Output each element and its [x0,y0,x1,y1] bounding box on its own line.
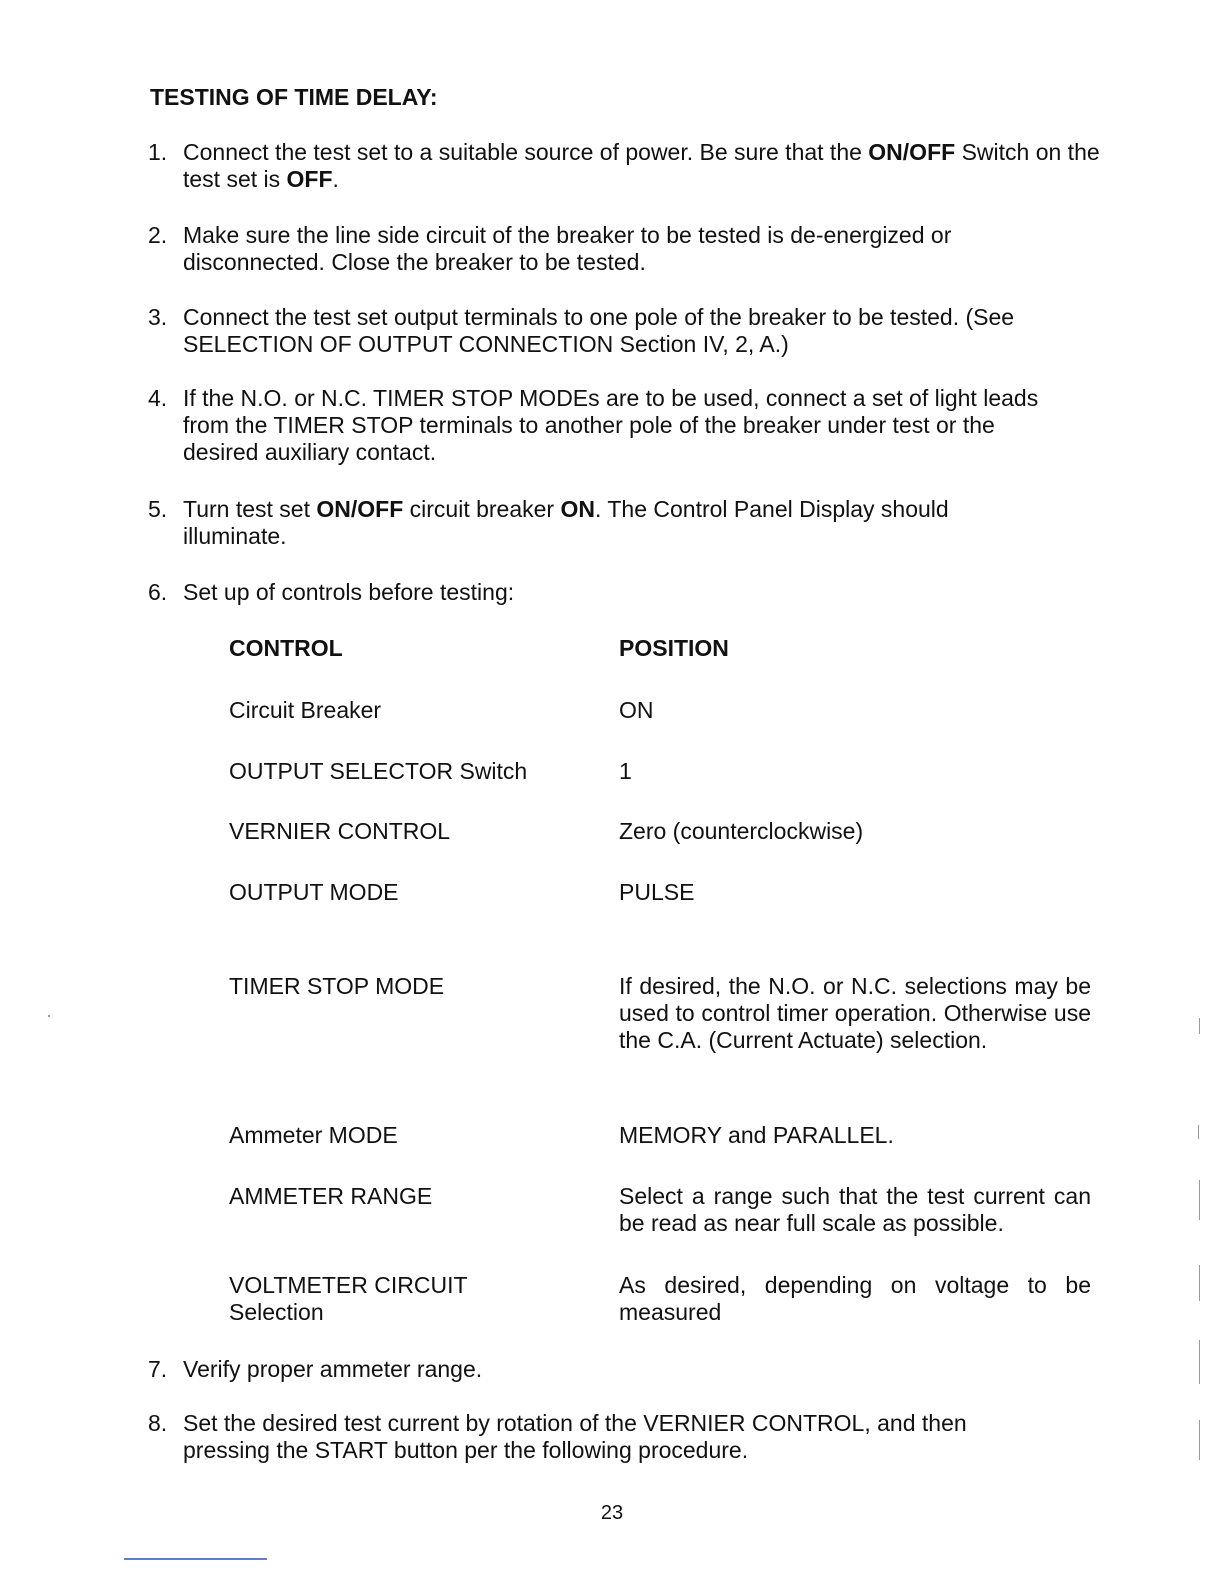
control-cell: Ammeter MODE [229,1122,398,1148]
control-cell: TIMER STOP MODE [229,973,445,999]
position-cell: Select a range such that the test current can be read as near full scale as possible. [619,1183,1091,1236]
position-cell: 1 [619,758,632,784]
scan-artifact [48,1015,50,1017]
control-cell: OUTPUT SELECTOR Switch [229,758,528,784]
scan-artifact [1199,1265,1200,1301]
step-number: 1. [148,139,168,165]
scan-artifact [1199,1340,1200,1384]
section-heading: TESTING OF TIME DELAY: [150,84,438,110]
position-cell: PULSE [619,879,695,905]
position-cell: Zero (counterclockwise) [619,818,864,844]
step-text: Verify proper ammeter range. [183,1356,483,1382]
position-cell: As desired, depending on voltage to be measured [619,1272,1091,1325]
step-text: Connect the test set to a suitable source of power. Be sure that the ON/OFF Switch on the test set is OFF. [183,139,1100,192]
position-cell: ON [619,697,654,723]
step-7 [148,1356,1108,1383]
footer-rule [124,1558,267,1560]
control-cell: Circuit Breaker [229,697,382,723]
control-cell: AMMETER RANGE [229,1183,433,1209]
position-cell: MEMORY and PARALLEL. [619,1122,894,1148]
step-number: 6. [148,579,168,605]
step-number: 2. [148,222,168,248]
scan-artifact [1199,1180,1200,1220]
step-2 [148,222,1108,276]
step-5 [148,496,1108,550]
step-text: Set up of controls before testing: [183,579,515,605]
step-number: 3. [148,304,168,330]
scan-artifact [1199,1018,1200,1034]
step-text: If the N.O. or N.C. TIMER STOP MODEs are to be used, connect a set of light leads from the TIMER STOP terminals to another pole of the breaker under test or the desired auxiliary contact. [183,385,1039,465]
step-text: Make sure the line side circuit of the breaker to be tested is de-energized or disconnected. Close the breaker to be tested. [183,222,952,275]
control-cell: VERNIER CONTROL [229,818,451,844]
column-header-position: POSITION [619,635,729,661]
control-cell: VOLTMETER CIRCUIT Selection [229,1272,468,1325]
step-number: 7. [148,1356,168,1382]
step-text: Set the desired test current by rotation of the VERNIER CONTROL, and then pressing the START button per the following procedure. [183,1410,967,1463]
page-number: 23 [600,1502,624,1524]
step-text: Turn test set ON/OFF circuit breaker ON. The Control Panel Display should illuminate. [183,496,949,549]
control-cell: OUTPUT MODE [229,879,399,905]
step-6 [148,579,1108,606]
position-cell: If desired, the N.O. or N.C. selections may be used to control timer operation. Otherwise use the C.A. (Current Actuate) selection. [619,973,1091,1053]
column-header-control: CONTROL [229,635,343,661]
step-number: 4. [148,385,168,411]
step-8 [148,1410,1108,1464]
step-1 [148,139,1108,193]
step-4 [148,385,1108,466]
step-number: 5. [148,496,168,522]
scan-artifact [1199,1420,1200,1460]
step-number: 8. [148,1410,168,1436]
step-3 [148,304,1108,358]
scan-artifact [1198,1125,1199,1139]
step-text: Connect the test set output terminals to one pole of the breaker to be tested. (See SELECTION OF OUTPUT CONNECTION Section IV, 2, A.) [183,304,1015,357]
